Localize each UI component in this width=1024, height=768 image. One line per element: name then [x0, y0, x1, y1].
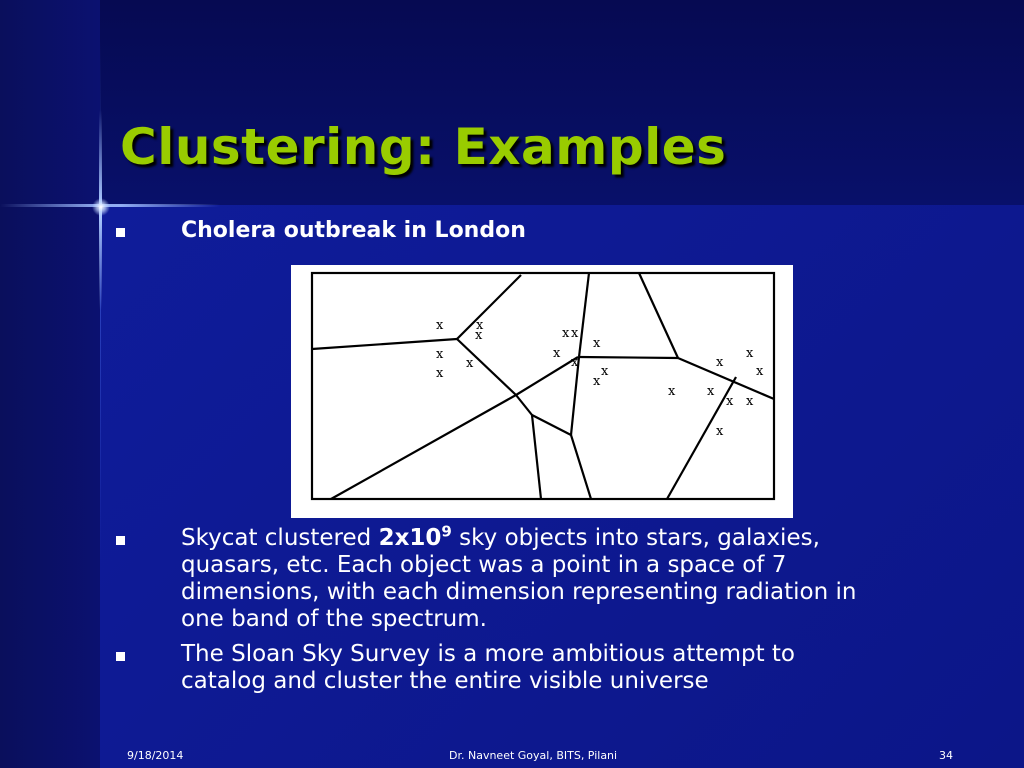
marker-x: x: [553, 346, 561, 361]
marker-x: x: [476, 318, 484, 333]
sparkle-horizontal: [0, 204, 220, 207]
marker-x: x: [466, 356, 474, 371]
bullet-marker: [116, 536, 125, 545]
footer-date: 9/18/2014: [127, 749, 184, 762]
bullet-sloan: [181, 641, 941, 695]
skycat-prefix: Skycat clustered: [181, 525, 379, 551]
cholera-map-figure: [291, 265, 793, 518]
marker-x: x: [716, 355, 724, 370]
marker-x: x: [436, 318, 444, 333]
marker-x: x: [571, 326, 579, 341]
sloan-line1: The Sloan Sky Survey is a more ambitious attempt to: [181, 641, 795, 667]
marker-x: x: [716, 424, 724, 439]
marker-x: x: [571, 355, 579, 370]
skycat-line4: one band of the spectrum.: [181, 606, 487, 632]
marker-x: x: [707, 384, 715, 399]
marker-x: x: [562, 326, 570, 341]
skycat-line2: quasars, etc. Each object was a point in a space of 7: [181, 552, 787, 578]
bullet-cholera: Cholera outbreak in London: [181, 218, 526, 243]
footer-page-number: 34: [939, 749, 953, 762]
skycat-count-base: 2x10: [378, 525, 442, 551]
bullet-skycat: [181, 522, 941, 633]
marker-x: x: [436, 347, 444, 362]
skycat-line1-suffix: sky objects into stars, galaxies,: [451, 525, 820, 551]
skycat-count-exponent: 9: [441, 522, 452, 541]
sloan-line2: catalog and cluster the entire visible universe: [181, 668, 709, 694]
marker-x: x: [601, 364, 609, 379]
sparkle-star-icon: [92, 198, 110, 216]
slide-title: Clustering: Examples: [120, 118, 727, 176]
marker-x: x: [746, 394, 754, 409]
marker-x: x: [756, 364, 764, 379]
marker-x: x: [436, 366, 444, 381]
bullet-marker: [116, 228, 125, 237]
marker-x: x: [668, 384, 676, 399]
skycat-line3: dimensions, with each dimension representing radiation in: [181, 579, 857, 605]
marker-x: x: [726, 394, 734, 409]
marker-x: x: [746, 346, 754, 361]
bullet-marker: [116, 652, 125, 661]
marker-x: x: [593, 374, 601, 389]
marker-x: x: [593, 336, 601, 351]
marker-x: x: [475, 328, 483, 343]
left-band: [0, 0, 100, 768]
footer-author: Dr. Navneet Goyal, BITS, Pilani: [449, 749, 618, 762]
cholera-map-drawing: [291, 265, 793, 518]
